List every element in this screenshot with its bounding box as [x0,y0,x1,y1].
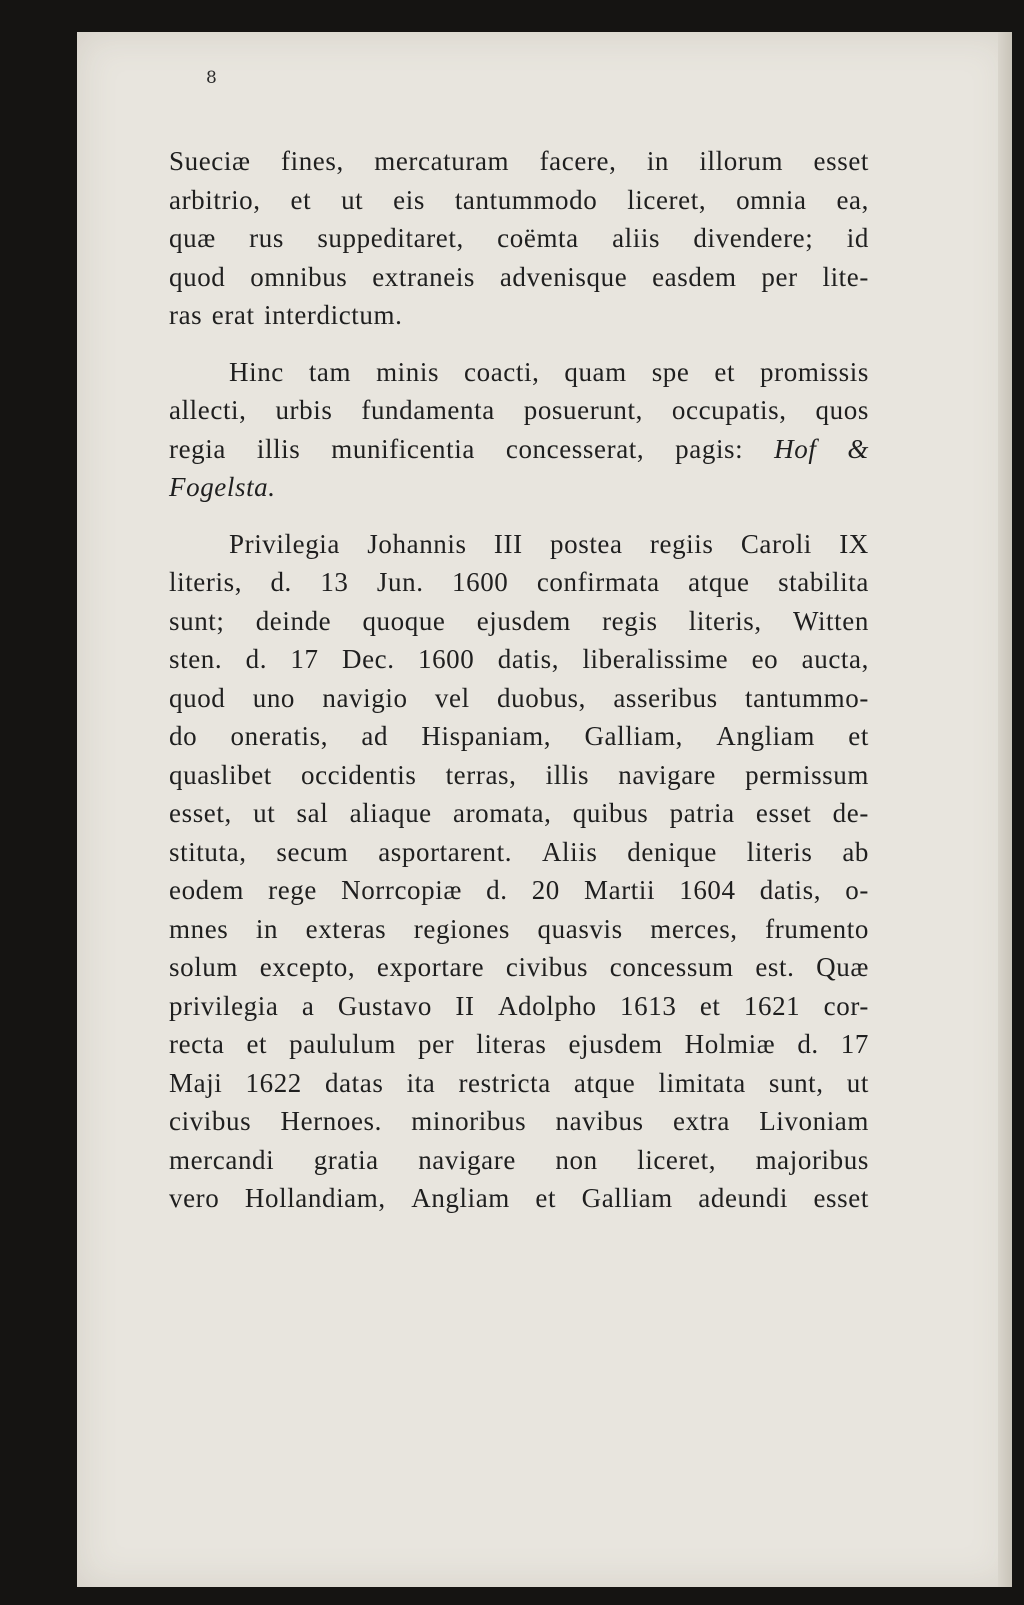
word: datas [325,1067,384,1098]
word: ut [846,1067,869,1098]
word: liberalissime [582,644,729,674]
word: ejusdem [568,1029,663,1059]
word: in [255,913,279,944]
word: sten. [169,644,223,674]
word: stabilita [778,567,869,597]
text-line [169,640,869,679]
word: quibus [572,798,649,828]
word: uno [252,682,296,713]
word: permissum [745,759,869,790]
word: quod [169,682,226,713]
word: secum [276,836,349,867]
word: recta [169,1029,225,1059]
word: coëmta [497,223,579,253]
word: exportare [376,952,485,982]
word: Galliam [581,1183,673,1213]
word: Galliam, [584,721,683,751]
word: advenisque [499,261,628,292]
text-line [169,871,869,910]
text-line [169,1179,869,1218]
word: facere, [539,146,617,176]
word: Holmiæ [684,1029,776,1059]
word: limitata [658,1067,746,1098]
word: paululum [289,1029,396,1059]
text-line [169,833,869,872]
text-line [169,1064,869,1103]
word: vero [169,1183,220,1213]
word: oneratis, [230,721,329,751]
word: allecti, [169,395,247,425]
word: 1621 [743,990,801,1021]
text-line [169,391,869,430]
word: terras, [445,759,517,790]
word: patria [669,798,735,828]
text-line [169,987,869,1026]
word: deinde [255,605,332,636]
text-line [169,430,869,469]
word: arbitrio, [169,184,261,215]
word: posuerunt, [523,395,643,425]
word: duobus, [497,682,586,713]
word: et [699,990,721,1021]
word: 13 [320,567,349,597]
word: quaslibet [169,759,272,790]
word: asportarent. [378,836,513,867]
word: 17 [840,1029,869,1059]
text-line [169,679,869,718]
word: quos [815,395,869,425]
word: navigare [618,759,716,790]
word: regiones [413,913,511,944]
word: et [535,1183,557,1213]
word: 1604 [679,875,736,905]
word: Martii [584,875,656,905]
paragraph-gap [169,335,869,353]
word: fundamenta [361,395,495,425]
word: adeundi [698,1183,788,1213]
text-line [169,525,869,564]
word: per [761,261,798,292]
word: tantummodo [454,184,598,215]
word: coacti, [464,356,540,387]
word: datis, [497,644,560,674]
word: easdem [652,261,737,292]
word: Privilegia [229,528,340,559]
word: literas [476,1029,547,1059]
word: lite- [822,261,869,292]
text-line [169,1025,869,1064]
word: Johannis [367,528,467,559]
word: quæ [169,223,216,253]
word: et [290,184,312,215]
word: privilegia [169,990,279,1021]
text-line [169,910,869,949]
word: aucta, [801,644,869,674]
word: datis, [759,875,822,905]
word: Hernoes. [280,1106,382,1136]
word: III [493,528,523,559]
word: munificentia [331,433,475,464]
word: merces, [650,913,738,944]
word: occidentis [301,759,417,790]
word: vel [434,682,470,713]
word: minoribus [411,1106,527,1136]
word: id [846,223,869,253]
word: Jun. [376,567,424,597]
text-line [169,563,869,602]
text-line [169,181,869,220]
word: literis, [169,567,243,597]
word: Maji [169,1067,223,1098]
text-line [169,353,869,392]
word: d. [486,875,508,905]
word: Livoniam [759,1106,869,1136]
word: majoribus [755,1144,869,1175]
word: 1613 [620,990,677,1021]
word: ut [341,184,364,215]
word: navibus [555,1106,644,1136]
word: rus [249,223,284,253]
word: esset, [169,798,232,828]
text-line [169,794,869,833]
word: Aliis [541,836,598,867]
word: aromata, [453,798,552,828]
word: sunt, [768,1067,824,1098]
word: navigare [418,1144,516,1175]
word: quod [169,261,226,292]
word: illis [256,433,301,464]
word: promissis [760,356,869,387]
page-edge [998,32,1012,1587]
word: urbis [275,395,333,425]
word: liceret, [627,184,707,215]
word: Gustavo [337,990,433,1021]
word: est. [755,952,795,982]
text-line [169,142,869,181]
word: Angliam [411,1183,510,1213]
word: illorum [699,146,784,176]
word: Dec. [341,644,395,674]
word: Hispaniam, [421,721,552,751]
word: d. [270,567,292,597]
word: regis [602,605,658,636]
word: quasvis [537,913,623,944]
word: literis, [688,605,762,636]
word: Angliam [716,721,815,751]
paragraph-gap [169,507,869,525]
word: illis [545,759,590,790]
word: d. [245,644,268,674]
word: in [646,146,670,176]
word: Sueciæ [169,146,251,176]
word: esset [813,1183,869,1213]
word: esset [755,798,812,828]
word: suppeditaret, [317,223,464,253]
word: Hof [774,433,817,464]
word: omnibus [250,261,348,292]
word: ab [842,836,869,867]
word: 20 [531,875,560,905]
word: IX [839,528,869,559]
text-line [169,258,869,297]
word: mnes [169,913,229,944]
word: omnia [736,184,807,215]
paragraph [169,353,869,507]
text-line [169,948,869,987]
word: atque [688,567,750,597]
word: civibus [169,1106,252,1136]
word: cor- [823,990,869,1021]
paragraph [169,525,869,1218]
word: atque [573,1067,636,1098]
word: postea [550,528,623,559]
text-line [169,219,869,258]
word: rege [268,875,317,905]
word: ut [253,798,276,828]
word: Caroli [740,528,812,559]
body-text [169,142,869,1218]
text-line [169,1102,869,1141]
text-line [169,296,869,335]
word: de- [832,798,869,828]
word: o- [845,875,869,905]
word: aliaque [349,798,432,828]
word: quam [564,356,627,387]
word: Quæ [816,952,869,982]
paragraph [169,142,869,335]
word: Hinc [229,356,284,387]
word: Norrcopiæ [341,875,462,905]
word: erat [211,300,255,330]
word: eo [751,644,779,674]
word: et [848,721,869,751]
word: ad [361,721,389,751]
word: ejusdem [476,605,571,636]
word: literis [746,836,813,867]
word: concessum [609,952,734,982]
word: et [246,1029,268,1059]
word: interdictum. [264,300,403,330]
word: ea, [836,184,869,215]
word: excepto, [259,952,356,982]
word: do [169,721,198,751]
word: extraneis [372,261,476,292]
word: frumento [765,913,869,944]
word: regiis [649,528,714,559]
word: tantummo- [745,682,869,713]
word: II [455,990,475,1021]
word: fines, [281,146,344,176]
word: 1622 [245,1067,302,1098]
word: aliis [612,223,661,253]
word: 17 [290,644,319,674]
word: quoque [362,605,446,636]
word: gratia [313,1144,379,1175]
word: eis [393,184,425,215]
word: ita [406,1067,436,1098]
word: sunt; [169,605,225,636]
word: Fogelsta. [169,472,276,502]
word: confirmata [536,567,660,597]
word: d. [797,1029,819,1059]
word: a [301,990,315,1021]
word: tam [308,356,352,387]
text-line [169,1141,869,1180]
word: navigio [322,682,408,713]
word: pagis: [675,433,744,464]
word: Adolpho [497,990,597,1021]
word: extra [672,1106,730,1136]
word: 1600 [452,567,509,597]
word: stituta, [169,836,247,867]
word: liceret, [637,1144,717,1175]
word: non [555,1144,598,1175]
word: et [714,356,736,387]
word: esset [813,146,869,176]
word: civibus [505,952,589,982]
word: exteras [305,913,387,944]
text-line [169,756,869,795]
word: per [417,1029,455,1059]
word: denique [627,836,717,867]
word: Hollandiam, [244,1183,386,1213]
word: minis [376,356,440,387]
word: restricta [458,1067,551,1098]
text-line [169,468,869,507]
word: concesserat, [505,433,645,464]
word: 1600 [417,644,475,674]
word: mercaturam [374,146,510,176]
word: sal [296,798,329,828]
word: solum [169,952,239,982]
word: regia [169,433,226,464]
text-line [169,602,869,641]
word: occupatis, [671,395,787,425]
word: ras [169,300,203,330]
word: divendere; [693,223,814,253]
word: & [847,433,869,464]
word: asseribus [613,682,718,713]
word: mercandi [169,1144,275,1175]
word: Witten [792,605,869,636]
word: spe [651,356,690,387]
word: eodem [169,875,244,905]
text-line [169,717,869,756]
page-number: 8 [206,68,217,88]
